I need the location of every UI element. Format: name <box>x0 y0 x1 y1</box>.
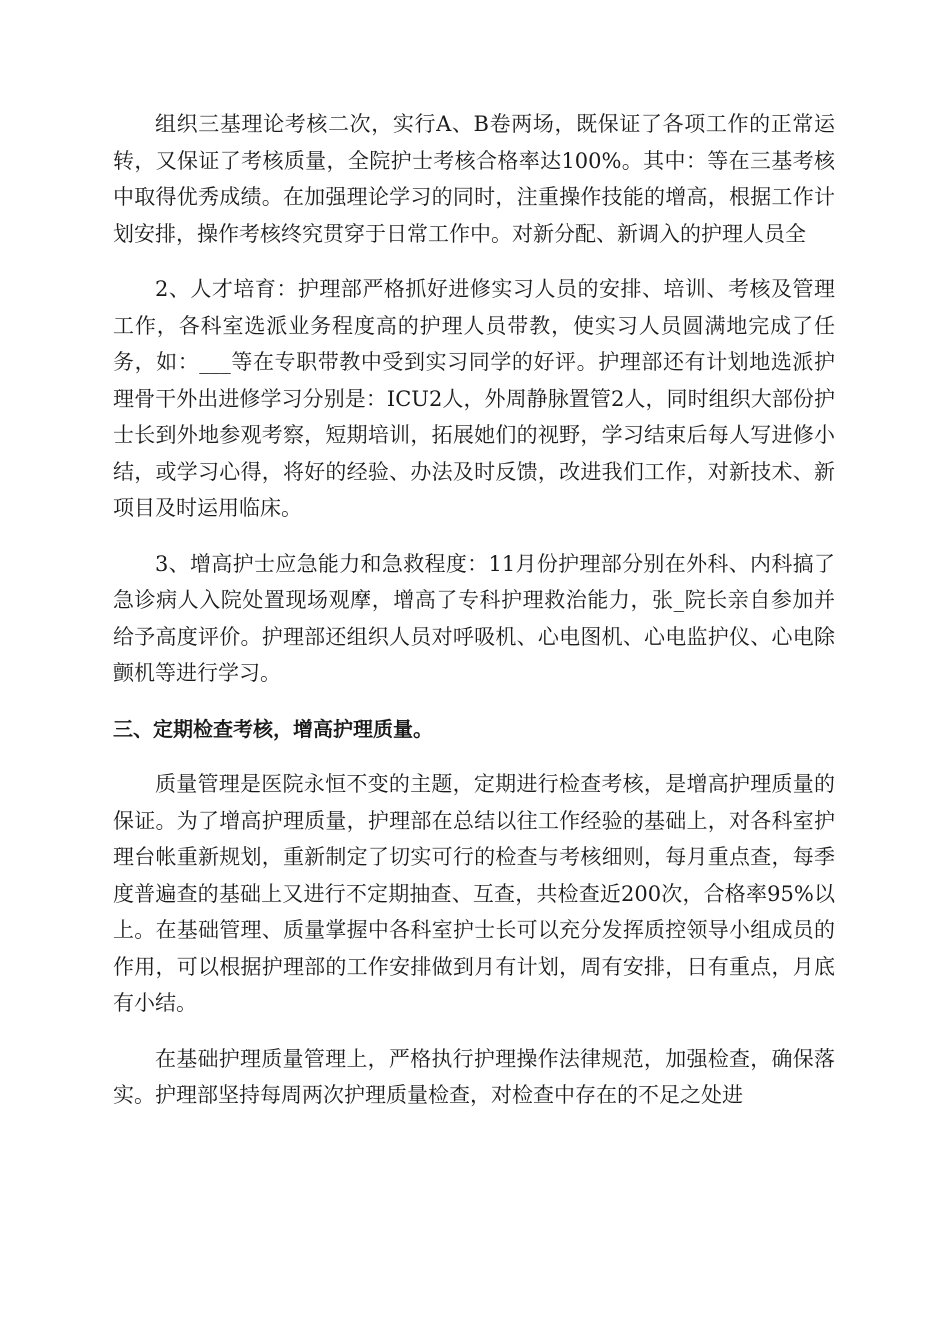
paragraph-basic-nursing-quality: 在基础护理质量管理上，严格执行护理操作法律规范，加强检查，确保落实。护理部坚持每周两次护理质量检查，对检查中存在的不足之处进 <box>113 1046 835 1107</box>
paragraph-exam-assessment: 组织三基理论考核二次，实行A、B卷两场，既保证了各项工作的正常运转，又保证了考核质量，全院护士考核合格率达100%。其中：等在三基考核中取得优秀成绩。在加强理论学习的同时，注重操作技能的增高，根据工作计划安排，操作考核终究贯穿于日常工作中。对新分配、新调入的护理人员全 <box>113 112 835 246</box>
document-page <box>113 106 835 1133</box>
section-heading-quality-check: 三、定期检查考核，增高护理质量。 <box>113 716 433 741</box>
paragraph-quality-management: 质量管理是医院永恒不变的主题，定期进行检查考核，是增高护理质量的保证。为了增高护理质量，护理部在总结以往工作经验的基础上，对各科室护理台帐重新规划，重新制定了切实可行的检查与考核细则，每月重点查，每季度普遍查的基础上又进行不定期抽查、互查，共检查近200次，合格率95%以上。在基础管理、质量掌握中各科室护士长可以充分发挥质控领导小组成员的作用，可以根据护理部的工作安排做到月有计划，周有安排，日有重点，月底有小结。 <box>113 772 835 1015</box>
paragraph-talent-training: 2、人才培育：护理部严格抓好进修实习人员的安排、培训、考核及管理工作，各科室选派业务程度高的护理人员带教，使实习人员圆满地完成了任务，如：___等在专职带教中受到实习同学的好评。护理部还有计划地选派护理骨干外出进修学习分别是：ICU2人，外周静脉置管2人，同时组织大部份护士长到外地参观考察，短期培训，拓展她们的视野，学习结束后每人写进修小结，或学习心得，将好的经验、办法及时反馈，改进我们工作，对新技术、新项目及时运用临床。 <box>113 277 835 520</box>
paragraph-emergency-ability: 3、增高护士应急能力和急救程度：11月份护理部分别在外科、内科搞了急诊病人入院处置现场观摩，增高了专科护理救治能力，张_院长亲自参加并给予高度评价。护理部还组织人员对呼吸机、心电图机、心电监护仪、心电除颤机等进行学习。 <box>113 551 835 685</box>
